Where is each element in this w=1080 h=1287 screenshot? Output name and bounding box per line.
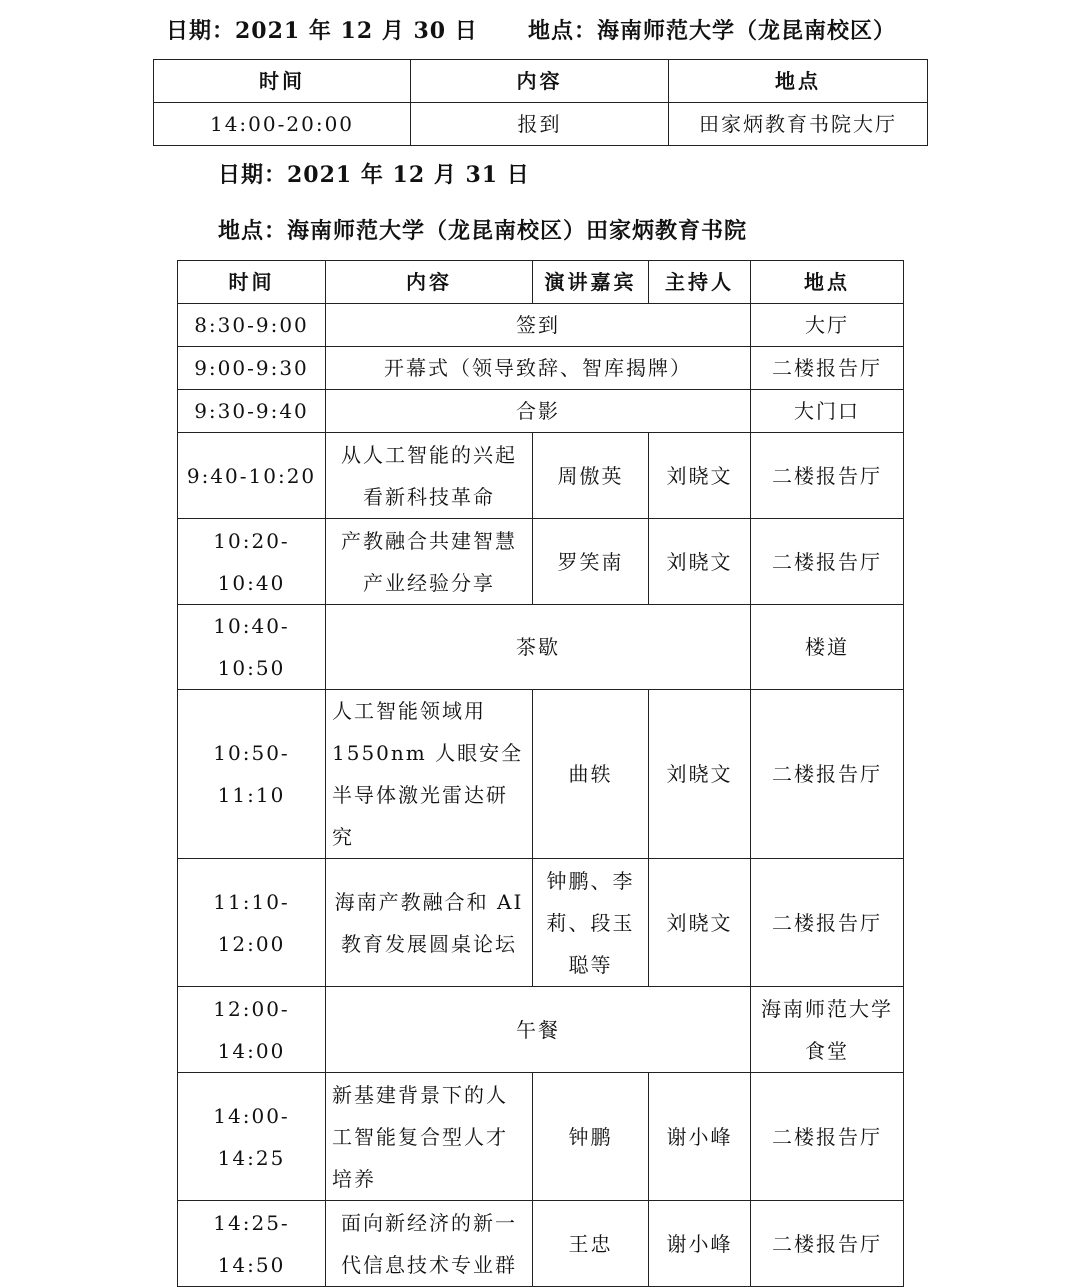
cell-speaker: 钟鹏、李莉、段玉聪等 [533,859,649,987]
day2-date: 日期：2021 年 12 月 31 日 [218,162,530,188]
cell-time: 10:20-10:40 [178,519,326,605]
header-host: 主持人 [649,261,751,304]
cell-speaker: 钟鹏 [533,1073,649,1201]
cell-content: 报到 [411,103,669,146]
cell-time: 11:10-12:00 [178,859,326,987]
cell-content: 合影 [326,390,751,433]
cell-location: 大门口 [751,390,904,433]
cell-content: 签到 [326,304,751,347]
cell-location: 大厅 [751,304,904,347]
cell-time: 9:30-9:40 [178,390,326,433]
cell-location: 二楼报告厅 [751,519,904,605]
cell-content: 面向新经济的新一代信息技术专业群 [326,1201,533,1287]
cell-host: 刘晓文 [649,859,751,987]
table-row [178,690,904,859]
cell-content: 茶歇 [326,605,751,690]
cell-location: 二楼报告厅 [751,347,904,390]
day1-header-row [154,60,928,103]
table-row [178,1073,904,1201]
cell-host: 谢小峰 [649,1201,751,1287]
cell-time: 9:00-9:30 [178,347,326,390]
cell-speaker: 王忠 [533,1201,649,1287]
header-time: 时间 [154,60,411,103]
table-row [178,859,904,987]
cell-speaker: 周傲英 [533,433,649,519]
table-row [178,347,904,390]
cell-host: 刘晓文 [649,433,751,519]
cell-location: 二楼报告厅 [751,859,904,987]
cell-location: 海南师范大学食堂 [751,987,904,1073]
table-row [178,433,904,519]
cell-speaker: 曲轶 [533,690,649,859]
cell-location: 楼道 [751,605,904,690]
cell-location: 二楼报告厅 [751,690,904,859]
cell-time: 10:50-11:10 [178,690,326,859]
table-row [178,987,904,1073]
table-row [178,605,904,690]
cell-time: 14:00-14:25 [178,1073,326,1201]
day2-header-row [178,261,904,304]
table-row [178,304,904,347]
cell-time: 14:00-20:00 [154,103,411,146]
cell-host: 刘晓文 [649,690,751,859]
day1-place: 地点：海南师范大学（龙昆南校区） [528,18,897,44]
cell-location: 二楼报告厅 [751,1073,904,1201]
cell-location: 二楼报告厅 [751,1201,904,1287]
day1-table [153,59,928,146]
header-time: 时间 [178,261,326,304]
header-speaker: 演讲嘉宾 [533,261,649,304]
cell-content: 海南产教融合和 AI 教育发展圆桌论坛 [326,859,533,987]
header-location: 地点 [751,261,904,304]
day1-date: 日期：2021 年 12 月 30 日 [166,18,478,44]
cell-content: 人工智能领域用1550nm 人眼安全半导体激光雷达研究 [326,690,533,859]
day2-place: 地点：海南师范大学（龙昆南校区）田家炳教育书院 [218,218,748,244]
cell-host: 谢小峰 [649,1073,751,1201]
cell-content: 开幕式（领导致辞、智库揭牌） [326,347,751,390]
header-content: 内容 [326,261,533,304]
table-row [178,1201,904,1287]
cell-location: 二楼报告厅 [751,433,904,519]
cell-host: 刘晓文 [649,519,751,605]
day2-table [177,260,904,1287]
cell-speaker: 罗笑南 [533,519,649,605]
cell-location: 田家炳教育书院大厅 [669,103,928,146]
cell-time: 9:40-10:20 [178,433,326,519]
cell-content: 产教融合共建智慧产业经验分享 [326,519,533,605]
cell-content: 从人工智能的兴起看新科技革命 [326,433,533,519]
cell-time: 10:40-10:50 [178,605,326,690]
table-row [178,519,904,605]
cell-time: 8:30-9:00 [178,304,326,347]
header-content: 内容 [411,60,669,103]
cell-content: 新基建背景下的人工智能复合型人才培养 [326,1073,533,1201]
cell-time: 12:00-14:00 [178,987,326,1073]
header-location: 地点 [669,60,928,103]
table-row [178,390,904,433]
cell-content: 午餐 [326,987,751,1073]
table-row [154,103,928,146]
cell-time: 14:25-14:50 [178,1201,326,1287]
